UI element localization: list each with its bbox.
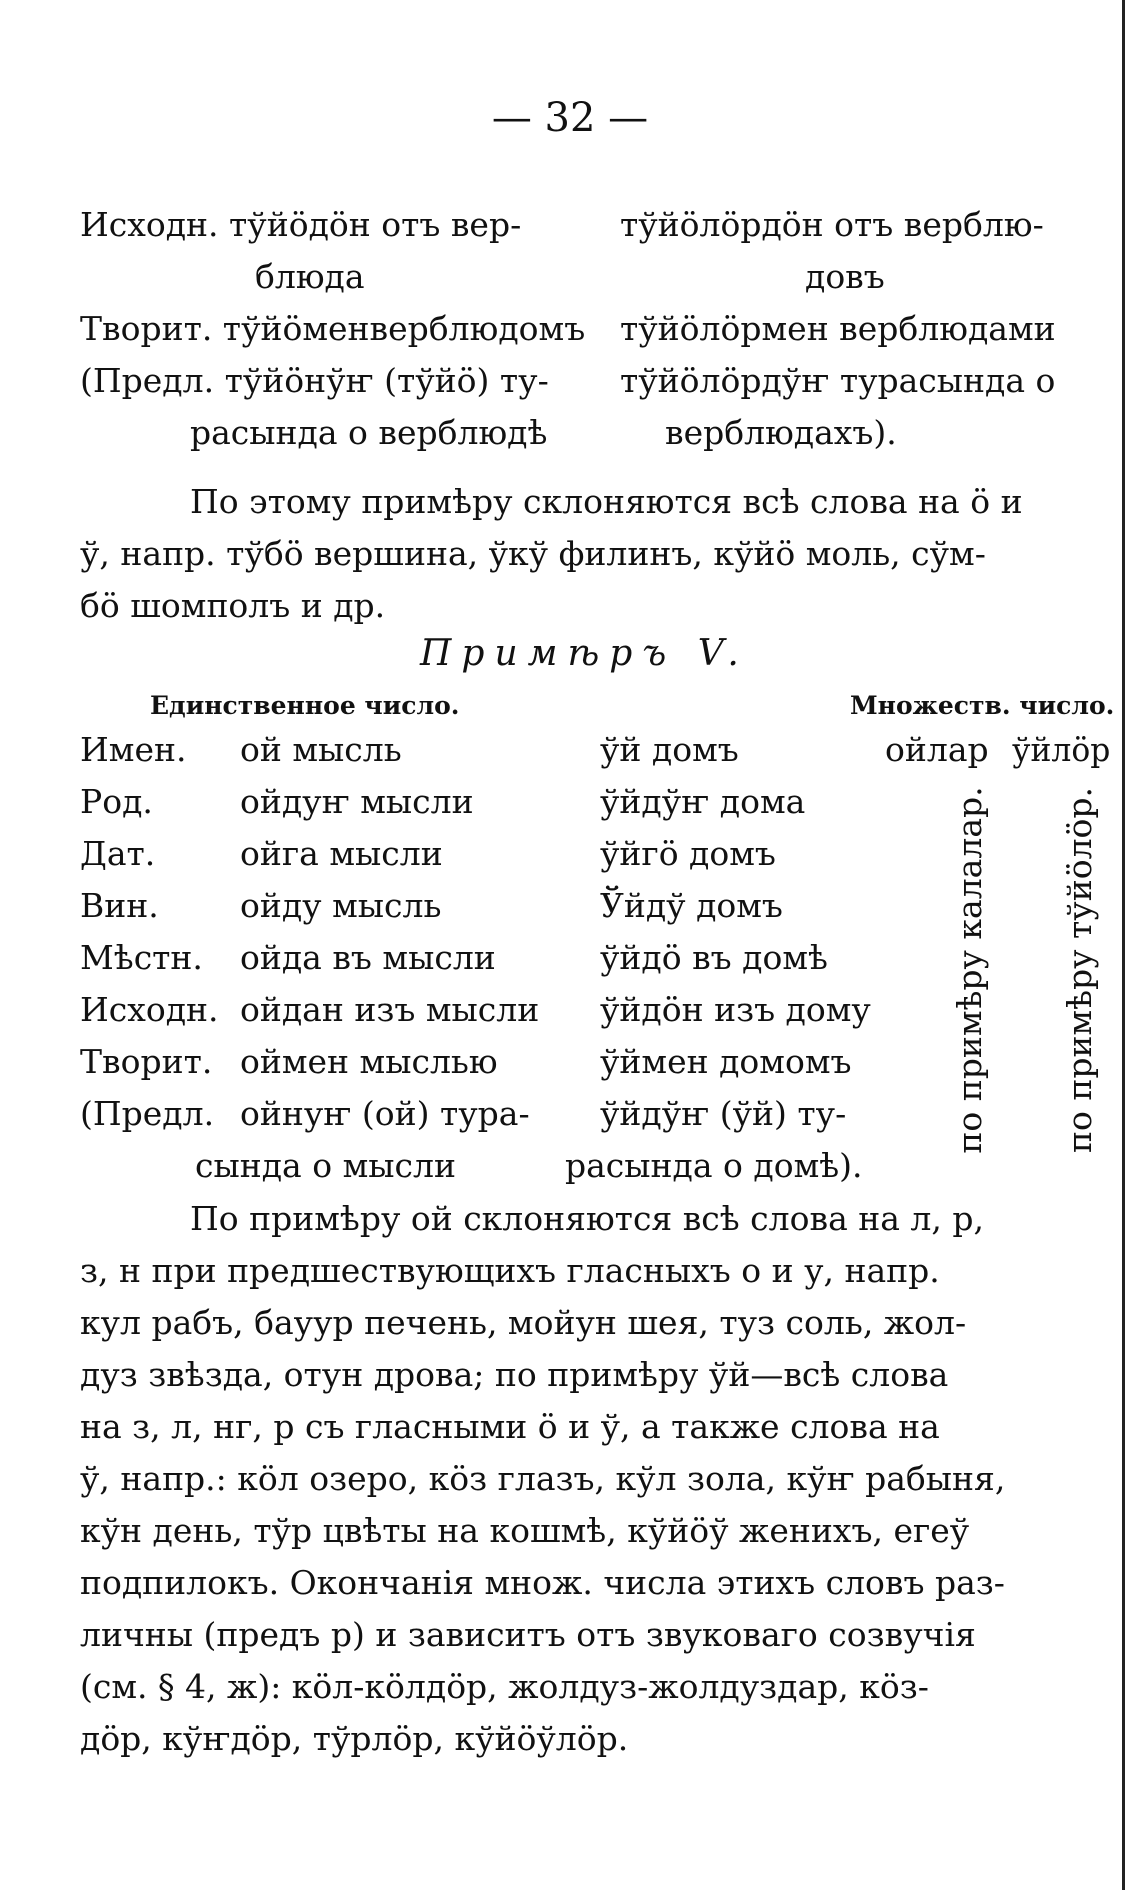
- page-edge-rule: [1122, 0, 1125, 1890]
- case-label: Имен.: [80, 730, 187, 769]
- case-label: Исходн.: [80, 990, 219, 1029]
- ex4-right-cell: тўйӧлӧрдўҥ турасында о: [620, 361, 1056, 400]
- case-label: Творит.: [80, 1042, 213, 1081]
- case-label: Мѣстн.: [80, 938, 203, 977]
- vertical-note-kalalar: по примѣру калалар.: [950, 786, 989, 1154]
- ui-form: Ўйдў домъ: [600, 886, 783, 925]
- plural-header: Множеств. число.: [850, 691, 1115, 720]
- example-title: Примѣръ V.: [420, 633, 749, 674]
- case-label: Род.: [80, 782, 153, 821]
- ui-form: ўй домъ: [600, 730, 739, 769]
- paragraph-line: кўн день, тўр цвѣты на кошмѣ, кўйӧў женихъ, егеў: [80, 1511, 970, 1550]
- oi-form: ойга мысли: [240, 834, 443, 873]
- oi-form: ойнуҥ (ой) тура-: [240, 1094, 530, 1133]
- oi-form: оймен мыслью: [240, 1042, 498, 1081]
- ex4-left-cell: блюда: [255, 257, 365, 296]
- oi-form: ойду мысль: [240, 886, 442, 925]
- oi-form: ой мысль: [240, 730, 402, 769]
- paragraph-line: (см. § 4, ж): кӧл-кӧлдӧр, жолдуз-жолдуздар, кӧз-: [80, 1667, 929, 1706]
- paragraph-line: ў, напр.: кӧл озеро, кӧз глазъ, кўл зола, кўҥ рабыня,: [80, 1459, 1006, 1498]
- ex4-right-cell: верблюдахъ).: [665, 413, 897, 452]
- ui-form: ўйдўҥ (ўй) ту-: [600, 1094, 847, 1133]
- oi-form: ойдан изъ мысли: [240, 990, 540, 1029]
- paragraph-line: дӧр, кўҥдӧр, тўрлӧр, кўйӧўлӧр.: [80, 1719, 629, 1758]
- case-label: Вин.: [80, 886, 159, 925]
- ex4-right-cell: довъ: [805, 257, 885, 296]
- page-number: — 32 —: [491, 95, 649, 141]
- oi-form: ойда въ мысли: [240, 938, 496, 977]
- ex4-left-cell: Исходн. тўйӧдӧн отъ вер-: [80, 205, 522, 244]
- paragraph-line: на з, л, нг, р съ гласными ӧ и ў, а также слова на: [80, 1407, 940, 1446]
- paragraph-line: личны (предъ р) и зависитъ отъ звуковаго созвучія: [80, 1615, 976, 1654]
- singular-header: Единственное число.: [150, 691, 460, 720]
- vertical-note-tuiolor: по примѣру тўйӧлӧр.: [1060, 786, 1099, 1154]
- ui-form: ўйдӧн изъ дому: [600, 990, 871, 1029]
- paragraph-line: подпилокъ. Окончанія множ. числа этихъ словъ раз-: [80, 1563, 1005, 1602]
- paragraph-line: По этому примѣру склоняются всѣ слова на ӧ и: [190, 482, 1023, 521]
- ex4-right-cell: тўйӧлӧрмен верблюдами: [620, 309, 1056, 348]
- ex4-left-cell: расында о верблюдѣ: [190, 413, 548, 452]
- ui-form: ўйгӧ домъ: [600, 834, 776, 873]
- paragraph-line: По примѣру ой склоняются всѣ слова на л, р,: [190, 1199, 984, 1238]
- paragraph-line: ў, напр. тўбӧ вершина, ўкў филинъ, кўйӧ моль, сўм-: [80, 534, 986, 573]
- oi-form: сында о мысли: [195, 1146, 456, 1185]
- plural-nominative-ui: ўйлӧр: [1012, 730, 1111, 769]
- ui-form: ўймен домомъ: [600, 1042, 852, 1081]
- ex4-right-cell: тўйӧлӧрдӧн отъ верблю-: [620, 205, 1044, 244]
- paragraph-line: кул рабъ, бауур печень, мойун шея, туз соль, жол-: [80, 1303, 967, 1342]
- paragraph-line: дуз звѣзда, отун дрова; по примѣру ўй—всѣ слова: [80, 1355, 949, 1394]
- oi-form: ойдуҥ мысли: [240, 782, 474, 821]
- ex4-left-cell: Творит. тўйӧменверблюдомъ: [80, 309, 586, 348]
- paragraph-line: бӧ шомполъ и др.: [80, 586, 386, 625]
- ui-form: ўйдӧ въ домѣ: [600, 938, 828, 977]
- ui-form: ўйдўҥ дома: [600, 782, 806, 821]
- case-label: (Предл.: [80, 1094, 215, 1133]
- paragraph-line: з, н при предшествующихъ гласныхъ о и у, напр.: [80, 1251, 940, 1290]
- ex4-left-cell: (Предл. тўйӧнўҥ (тўйӧ) ту-: [80, 361, 549, 400]
- case-label: Дат.: [80, 834, 156, 873]
- ui-form: расында о домѣ).: [565, 1146, 863, 1185]
- plural-nominative-oi: ойлар: [885, 730, 989, 769]
